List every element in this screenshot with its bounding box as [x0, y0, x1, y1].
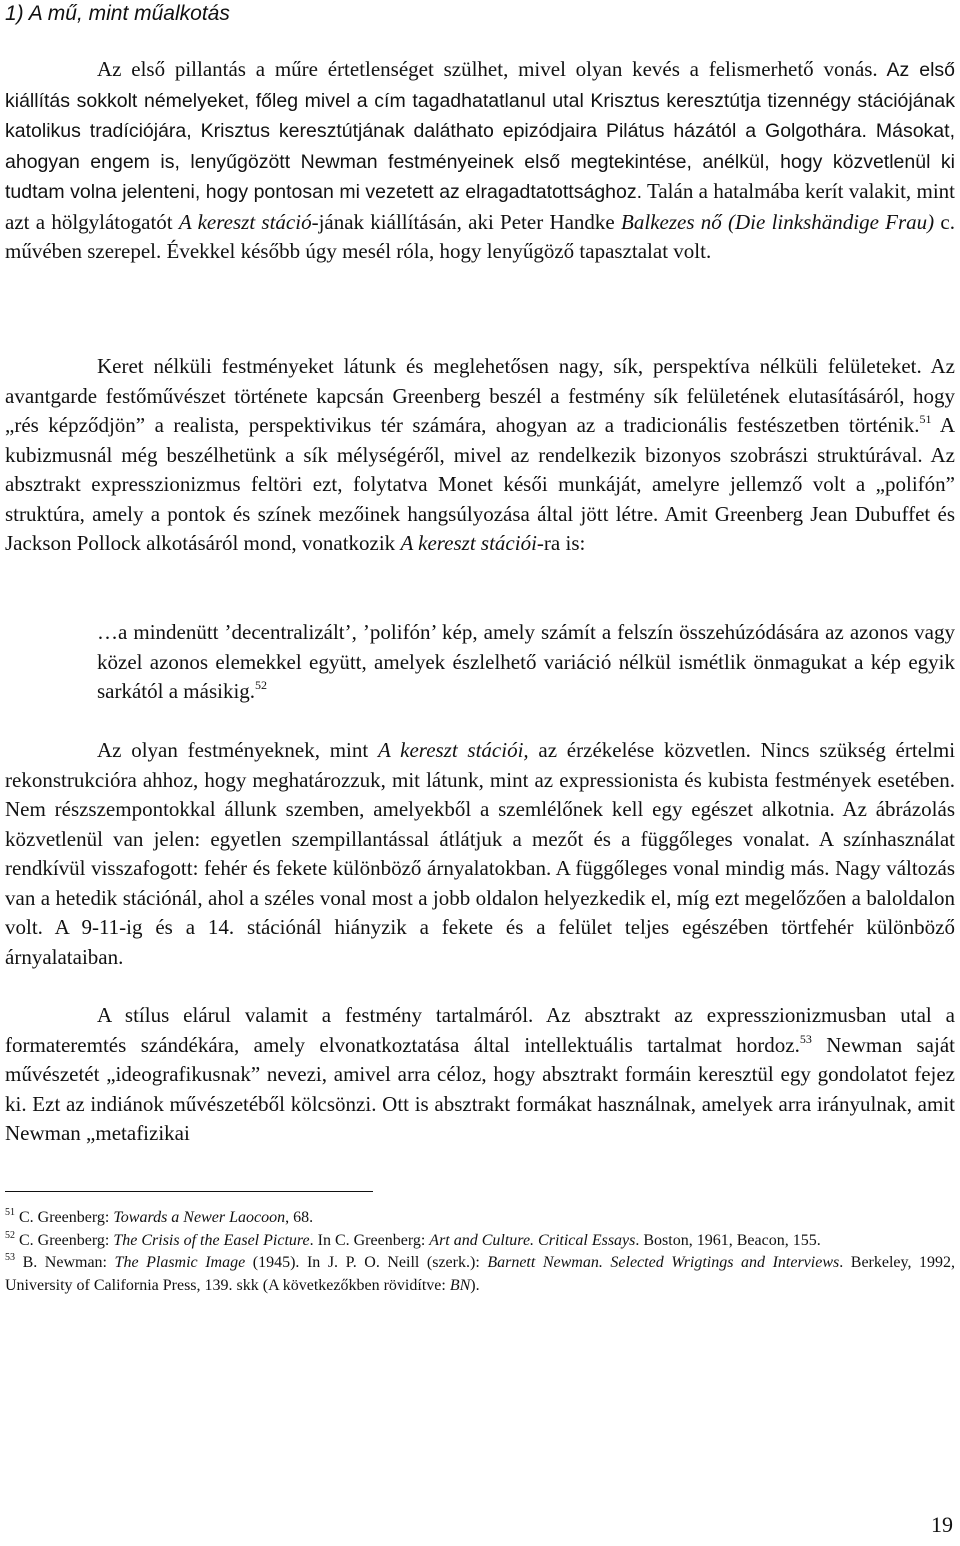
footnote-52: $^{52}$ C. Greenberg: The Crisis of the Easel Picture. In C. Greenberg: Art and Culture. Critical Essays. Boston, 1961, Beacon, 155.: [5, 1229, 821, 1249]
cited-title: Towards a Newer Laocoon: [113, 1209, 286, 1226]
page-number: 19: [931, 1512, 953, 1537]
paragraph-4: [5, 1001, 955, 1149]
document-page: [5, 0, 955, 1546]
footnote-ref[interactable]: 52: [255, 678, 268, 692]
sentence: Az olyan festményeknek, mint: [97, 738, 378, 762]
sentence: Az első kiállítás sokkolt némelyeket, főleg mivel a cím tagadhatatlanul utal Krisztus keresztútja tizennégy stációjának katolikus tradíciójára, Krisztus keresztútjának daláthato epizódjaira Pilátus házától a Golgothára.: [5, 59, 955, 142]
cited-title: The Crisis of the Easel Picture: [113, 1231, 310, 1249]
footnote-separator: [5, 1191, 373, 1192]
cited-title: The Plasmic Image: [114, 1254, 246, 1271]
footnote-ref[interactable]: 53: [799, 1031, 812, 1046]
abbreviation: BN: [449, 1276, 471, 1294]
footnote-51: $^{51}$ C. Greenberg: Towards a Newer Laocoon, 68.: [5, 1207, 314, 1226]
work-title: A kereszt stációi: [400, 531, 537, 555]
sentence: Newman saját művészetét „ideografikusnak” nevezi, amivel arra céloz, hogy absztrakt formáin keresztül egy gondolatot fejez ki. Ezt az indiánok művészetéből kölcsönzi. Ott is absztrakt formákat használnak, amelyek arra irányulnak, amit Newman „metafizikai: [5, 1032, 955, 1145]
sentence: Keret nélküli festményeket látunk és meglehetősen nagy, sík, perspektíva nélküli felületeket.: [97, 354, 922, 378]
sentence: Az avantgarde festőművészet története kapcsán Greenberg beszél a festmény sík felületének elutasításáról, hogy „rés képződjön” a realista, perspektivikus tér számára, ahogyan az a tradicionális festészetben történik.: [5, 354, 955, 437]
sentence: -jának kiállításán, aki Peter Handke: [311, 209, 622, 234]
block-quote: [97, 618, 955, 707]
work-title: A kereszt stáció: [178, 209, 312, 234]
sentence: Évekkel később úgy mesél róla, hogy lenyűgöző tapasztalat volt.: [161, 239, 712, 263]
sentence: Másokat, ahogyan engem is, lenyűgözött Newman festményeinek első megtekintése, anélkül, hogy közvetlenül ki tudtam volna jelenteni, hogy pontosan mi vezetett az elragadtatottsághoz.: [5, 120, 955, 203]
sentence: -ra is:: [536, 531, 586, 555]
footnotes: [5, 1207, 955, 1297]
quote-text: …a mindenütt ’decentralizált’, ’polifón’ kép, amely számít a felszín összehúzódására az azonos vagy közel azonos elemekkel együtt, amelyek észlelhető variáció nélkül ismétlik önmagukat a kép egyik sarkától a másikig.: [97, 620, 955, 703]
section-heading: 1) A mű, mint műalkotás: [5, 2, 230, 25]
footnote-number: 51: [5, 1207, 15, 1218]
cited-title: Barnett Newman. Selected Wrigtings and Interviews: [487, 1254, 840, 1271]
sentence: Az első pillantás a műre értetlenséget szülhet, mivel olyan kevés a felismerhető vonás.: [97, 57, 878, 81]
paragraph-1: [5, 55, 955, 267]
footnote-number: 52: [5, 1229, 15, 1241]
sentence: A stílus elárul valamit a festmény tartalmáról. Az absztrakt az expresszionizmusban utal a formateremtés szándékára, amely elvonatkoztatása által intellektuális tartalmat hordoz.: [5, 1003, 955, 1057]
paragraph-2: [5, 352, 955, 559]
sentence: Talán a hatalmába kerít valakit, mint azt a hölgylátogatót: [5, 179, 956, 234]
sentence: c. művében szerepel.: [5, 209, 956, 263]
work-title: Balkezes nő (Die linkshändige Frau): [621, 209, 935, 234]
cited-title: Art and Culture. Critical Essays: [429, 1231, 636, 1249]
footnote-53: $^{53}$ B. Newman: The Plasmic Image (1945). In J. P. O. Neill (szerk.): Barnett Newman. Selected Wrigtings and Interviews. Berkeley, 1992, University of California Press, 139. skk (A következőkben rövidítve: BN).: [5, 1252, 956, 1294]
sentence: Nincs szükség értelmi rekonstrukcióra ahhoz, hogy meghatározzuk, mit látunk, mint az expressionista és kubista festmények esetében. Nem részszempontokkal állunk szemben, amelyekből a szemlélőnek kell egy egészet alkotnia. Az ábrázolás közvetlenül van jelen: egyetlen szempillantással átlátjuk a mezőt és a függőleges vonalat. A színhasználat rendkívül visszafogott: fehér és fekete különböző árnyalatokban. A függőleges vonal mindig más. Nagy változás van a hetedik stációnál, ahol a széles vonal most a jobb oldalon helyezkedik el, míg ezt megelőzően a baloldalon volt. A 9-11-ig és a 14. stációnál hiányzik a fekete és a felület teljes egészében törtfehér különböző árnyalataiban.: [5, 738, 956, 969]
sentence: A kubizmusnál még beszélhetünk a sík mélységéről, mivel az rendelkezik bizonyos szobrászi struktúrával. Az absztrakt expresszionizmus feltöri ezt, folytatva Monet késői munkáját, amelyre jellemző volt a „polifón” struktúra, amely a pontok és színek mezőinek hangsúlyozása által jött létre. Amit Greenberg Jean Dubuffet és Jackson Pollock alkotásáról mond, vonatkozik: [5, 413, 955, 555]
work-title: A kereszt stációi,: [377, 738, 529, 762]
footnote-ref[interactable]: 51: [919, 412, 932, 426]
footnote-number: 53: [5, 1252, 15, 1263]
paragraph-3: [5, 736, 955, 972]
sentence: az érzékelése közvetlen.: [528, 738, 751, 762]
